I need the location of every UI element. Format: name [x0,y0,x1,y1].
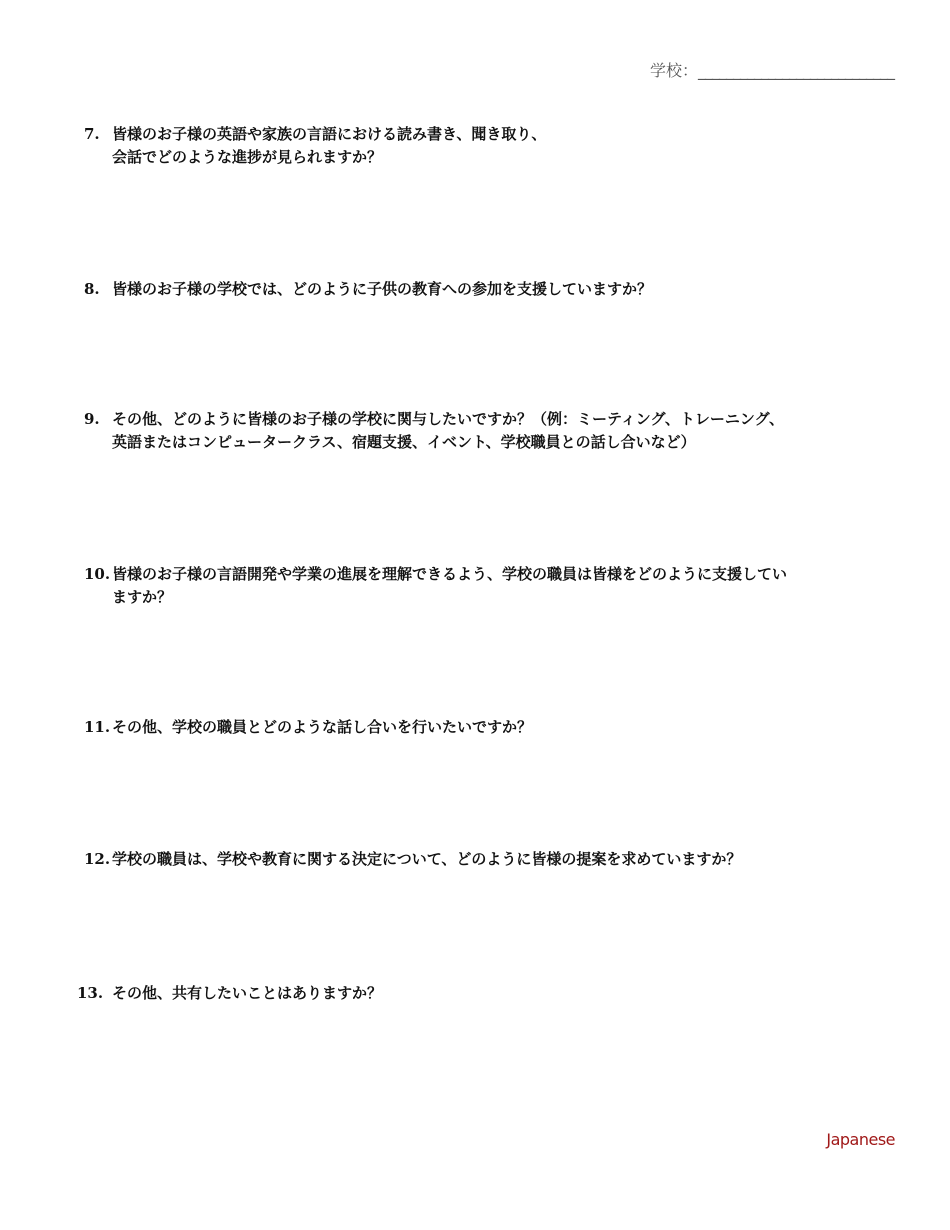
question-line: その他、学校の職員とどのような話し合いを行いたいですか？ [112,718,533,736]
question-11 [84,716,894,739]
question-8 [84,278,894,301]
school-name-field[interactable] [650,58,894,81]
question-text [112,716,894,739]
question-number: 9. [84,410,100,428]
question-text [112,278,894,301]
question-number: 8. [84,280,100,298]
question-9 [84,408,894,454]
question-13 [77,982,887,1005]
question-text [112,982,887,1005]
question-line: 英語またはコンピュータークラス、宿題支援、イベント、学校職員との話し合いなど） [112,433,696,451]
question-line: 学校の職員は、学校や教育に関する決定について、どのように皆様の提案を求めていますか？ [112,850,742,868]
question-text [112,848,894,871]
school-blank-line[interactable]: ____________________________ [698,61,894,80]
school-label: 学校： [649,61,698,80]
question-line: 皆様のお子様の言語開発や学業の進展を理解できるよう、学校の職員は皆様をどのように支援してい [112,565,788,583]
question-10 [84,563,894,609]
question-number: 10. [84,565,111,583]
question-line: 皆様のお子様の学校では、どのように子供の教育への参加を支援していますか？ [112,280,653,298]
question-number: 13. [77,984,104,1002]
question-7 [84,123,894,169]
question-line: 会話でどのような進捗が見られますか？ [112,148,383,166]
question-line: 皆様のお子様の英語や家族の言語における読み書き、聞き取り、 [112,125,547,143]
question-line: その他、共有したいことはありますか？ [112,984,383,1002]
question-line: その他、どのように皆様のお子様の学校に関与したいですか？（例：ミーティング、トレーニング、 [112,410,785,428]
question-number: 7. [84,125,100,143]
question-text [112,408,894,454]
question-line: ますか？ [112,588,173,606]
question-number: 11. [84,718,111,736]
question-text [112,563,894,609]
language-label: Japanese [826,1130,895,1149]
question-12 [84,848,894,871]
question-number: 12. [84,850,111,868]
question-text [112,123,894,169]
